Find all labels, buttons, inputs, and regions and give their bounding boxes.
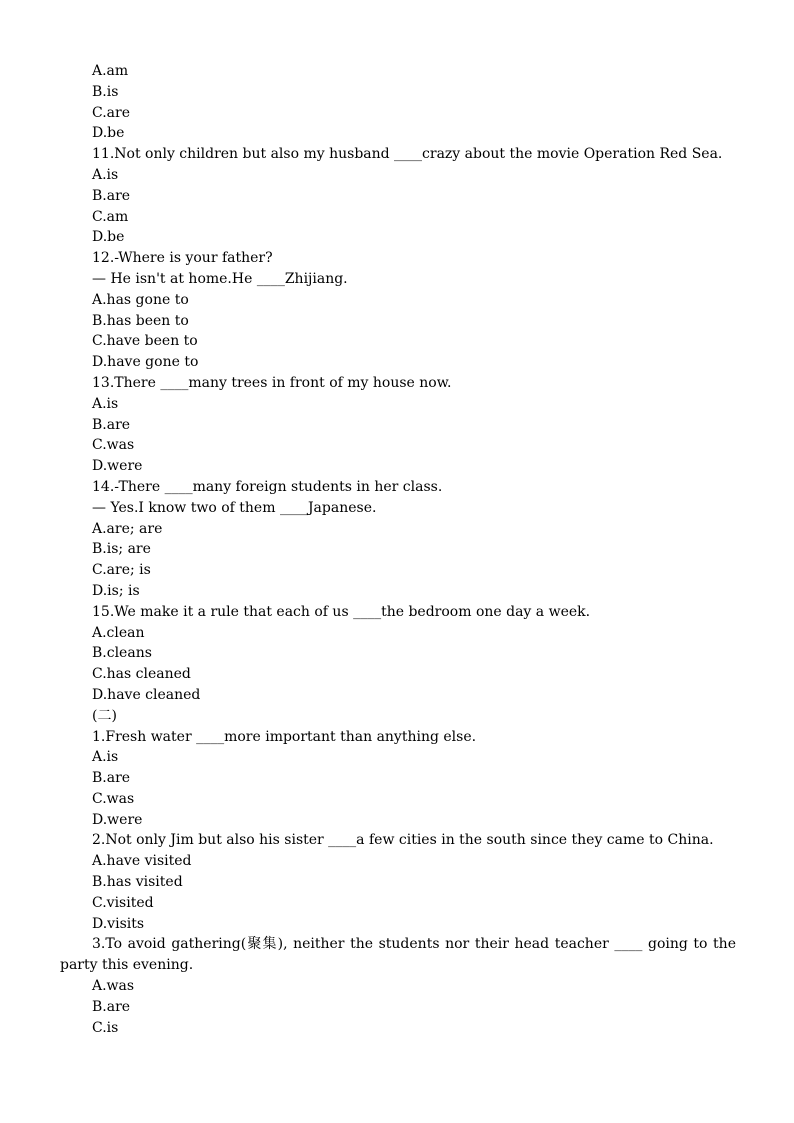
option-line: D.have gone to [92, 354, 199, 371]
option-line: C.was [92, 437, 135, 454]
dialogue-response: — He isn't at home.He ____Zhijiang. [92, 270, 348, 287]
option-line: C.was [92, 790, 135, 807]
option-line: B.has been to [92, 312, 189, 329]
option-line: C.are [92, 104, 130, 121]
question-1: 1.Fresh water ____more important than anything else. [92, 728, 477, 745]
question-11: 11.Not only children but also my husband ____crazy about the movie Operation Red Sea. [92, 146, 723, 163]
option-line: C.visited [92, 894, 154, 911]
option-line: D.visits [92, 915, 145, 932]
question-13: 13.There ____many trees in front of my house now. [92, 374, 452, 391]
document-page [60, 61, 741, 1038]
option-line: D.be [92, 229, 125, 246]
option-line: C.am [92, 208, 129, 225]
section-heading: (二) [92, 707, 117, 724]
option-line: A.was [92, 978, 135, 995]
question-14: 14.-There ____many foreign students in her class. [92, 478, 443, 495]
option-line: B.are [92, 770, 131, 787]
option-line: B.are [92, 416, 131, 433]
option-line: D.were [92, 458, 143, 475]
option-line: A.am [92, 63, 129, 79]
question-15: 15.We make it a rule that each of us ____the bedroom one day a week. [92, 603, 591, 620]
option-line: A.is [92, 749, 119, 766]
dialogue-response: — Yes.I know two of them ____Japanese. [92, 499, 377, 516]
option-line: B.is [92, 83, 119, 100]
option-line: A.is [92, 395, 119, 412]
question-12: 12.-Where is your father? [92, 250, 273, 267]
option-line: A.has gone to [92, 291, 189, 308]
option-line: C.have been to [92, 333, 198, 350]
option-line: B.are [92, 998, 131, 1015]
option-line: D.have cleaned [92, 686, 201, 703]
option-line: A.are; are [92, 520, 163, 537]
option-line: A.have visited [92, 853, 192, 870]
option-line: B.are [92, 187, 131, 204]
option-line: C.has cleaned [92, 666, 191, 683]
option-line: C.are; is [92, 562, 151, 579]
option-line: B.has visited [92, 874, 183, 891]
option-line: C.is [92, 1019, 119, 1036]
option-line: D.be [92, 125, 125, 142]
option-line: A.clean [92, 624, 145, 641]
option-line: B.cleans [92, 645, 152, 662]
option-line: B.is; are [92, 541, 151, 558]
option-line: D.were [92, 811, 143, 828]
question-2: 2.Not only Jim but also his sister ____a few cities in the south since they came to China. [92, 832, 714, 849]
option-line: A.is [92, 166, 119, 183]
question-3: 3.To avoid gathering(聚集), neither the students nor their head teacher ____ going to the party this evening. [60, 936, 741, 974]
option-line: D.is; is [92, 582, 140, 599]
